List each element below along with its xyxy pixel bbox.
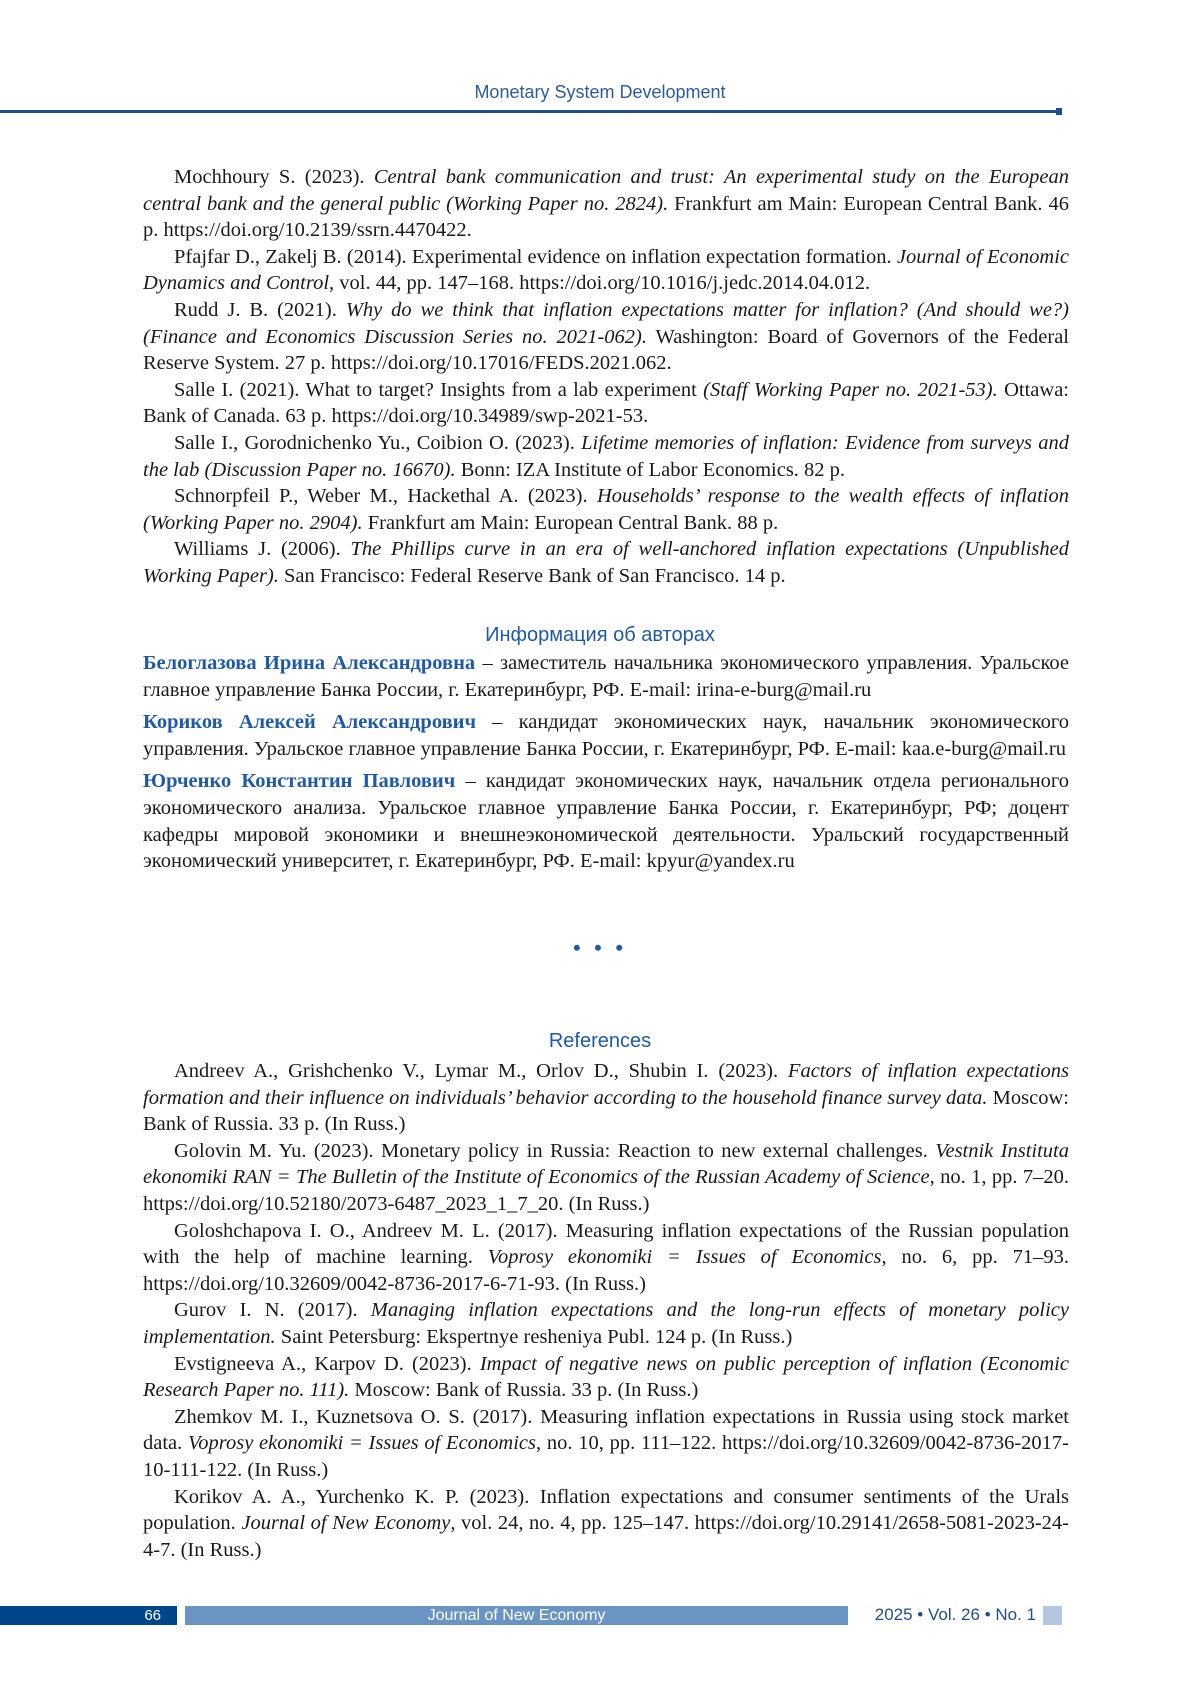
authors-heading: Информация об авторах [0, 624, 1200, 647]
reference-text: Williams J. (2006). [174, 538, 350, 560]
reference-title: Voprosy ekonomiki = Issues of Economics [488, 1246, 882, 1268]
author-name: Белоглазова Ирина Александровна [143, 652, 475, 674]
reference-text: Frankfurt am Main: European Central Bank. 88 p. [363, 512, 779, 534]
reference-list [143, 1058, 1069, 1563]
author-entry [143, 709, 1069, 762]
reference-text: , no. 6, pp. 71–93. https://doi.org/10.32609/0042-8736-2017-6-71-93. (In Russ.) [143, 1246, 1069, 1295]
reference-entry [143, 1058, 1069, 1138]
page-number: 66 [0, 1606, 177, 1625]
reference-text: Salle I., Gorodnichenko Yu., Coibion O. (2023). [174, 432, 581, 454]
reference-title: Impact of negative news on public perception of inflation (Economic Research Paper no. 111). [143, 1353, 1069, 1402]
reference-text: Mochhoury S. (2023). [174, 166, 374, 188]
reference-text: Golovin M. Yu. (2023). Monetary policy in Russia: Reaction to new external challenges. [174, 1140, 935, 1162]
reference-title: Managing inflation expectations and the long-run effects of monetary policy implementation. [143, 1299, 1069, 1348]
reference-entry [143, 483, 1069, 536]
reference-entry [143, 1218, 1069, 1298]
reference-entry [143, 1351, 1069, 1404]
running-header-title: Monetary System Development [0, 82, 1200, 103]
reference-text: Schnorpfeil P., Weber M., Hackethal A. (2023). [174, 485, 597, 507]
author-description: – кандидат экономических наук, начальник отдела регионального экономического анализа. Уральское главное управление Банка России, г. Екатеринбург, РФ; доцент кафедры мировой экономики и внешнеэкономической деятельности. Уральский государственный экономический университет, г. Екатеринбург, РФ. E-mail: kpyur@yandex.ru [143, 770, 1069, 872]
reference-entry [143, 430, 1069, 483]
reference-title: Lifetime memories of inflation: Evidence from surveys and the lab (Discussion Paper no. 16670). [143, 432, 1069, 481]
reference-text: Frankfurt am Main: European Central Bank. 46 p. https://doi.org/10.2139/ssrn.4470422. [143, 193, 1069, 242]
reference-text: Pfajfar D., Zakelj B. (2014). Experimental evidence on inflation expectation formation. [174, 246, 897, 268]
reference-title: Voprosy ekonomiki = Issues of Economics [188, 1432, 536, 1454]
reference-text: , vol. 44, pp. 147–168. https://doi.org/10.1016/j.jedc.2014.04.012. [329, 272, 870, 294]
journal-name: Journal of New Economy [185, 1606, 848, 1625]
reference-text: Ottawa: Bank of Canada. 63 p. https://doi.org/10.34989/swp-2021-53. [143, 379, 1069, 428]
reference-entry [143, 1484, 1069, 1564]
reference-text: Salle I. (2021). What to target? Insights from a lab experiment [174, 379, 703, 401]
reference-entry [143, 164, 1069, 244]
reference-text: San Francisco: Federal Reserve Bank of San Francisco. 14 p. [279, 565, 786, 587]
author-description: – кандидат экономических наук, начальник экономического управления. Уральское главное управление Банка России, г. Екатеринбург, РФ. E-mail: kaa.e-burg@mail.ru [143, 711, 1069, 760]
authors-info [143, 650, 1069, 881]
author-name: Кориков Алексей Александрович [143, 711, 476, 733]
reference-title: (Staff Working Paper no. 2021-53). [703, 379, 998, 401]
reference-title: Factors of inflation expectations formation and their influence on individuals’ behavior according to the household finance survey data. [143, 1060, 1069, 1109]
reference-text: Zhemkov M. I., Kuznetsova O. S. (2017). Measuring inflation expectations in Russia using stock market data. [143, 1406, 1069, 1455]
reference-title: The Phillips curve in an era of well-anchored inflation expectations (Unpublished Working Paper). [143, 538, 1069, 587]
reference-text: Korikov A. A., Yurchenko K. P. (2023). Inflation expectations and consumer sentiments of the Urals population. [143, 1486, 1069, 1535]
reference-text: Bonn: IZA Institute of Labor Economics. 82 p. [456, 459, 845, 481]
reference-text: Andreev A., Grishchenko V., Lymar M., Orlov D., Shubin I. (2023). [174, 1060, 788, 1082]
reference-entry [143, 536, 1069, 589]
reference-text: Goloshchapova I. O., Andreev M. L. (2017). Measuring inflation expectations of the Russian population with the help of machine learning. [143, 1220, 1069, 1269]
author-entry [143, 650, 1069, 703]
reference-entry [143, 1404, 1069, 1484]
author-description: – заместитель начальника экономического управления. Уральское главное управление Банка России, г. Екатеринбург, РФ. E-mail: irina-e-burg@mail.ru [143, 652, 1069, 701]
reference-text: Evstigneeva A., Karpov D. (2023). [174, 1353, 480, 1375]
references-heading: References [0, 1030, 1200, 1053]
reference-text: Saint Petersburg: Ekspertnye resheniya Publ. 124 p. (In Russ.) [276, 1326, 793, 1348]
reference-text: , no. 1, pp. 7–20. https://doi.org/10.52180/2073-6487_2023_1_7_20. (In Russ.) [143, 1166, 1069, 1215]
reference-title: Why do we think that inflation expectations matter for inflation? (And should we?) (Finance and Economics Discussion Series no. 2021-062). [143, 299, 1069, 348]
header-divider [0, 110, 1058, 113]
footer-marker [1043, 1606, 1062, 1625]
section-separator: • • • [0, 935, 1200, 961]
reference-entry [143, 377, 1069, 430]
reference-text: , vol. 24, no. 4, pp. 125–147. https://doi.org/10.29141/2658-5081-2023-24-4-7. (In Russ.) [143, 1512, 1069, 1561]
reference-title: Journal of New Economy [241, 1512, 450, 1534]
reference-text: Washington: Board of Governors of the Federal Reserve System. 27 p. https://doi.org/10.17016/FEDS.2021.062. [143, 326, 1069, 375]
reference-entry [143, 297, 1069, 377]
issue-info: 2025 • Vol. 26 • No. 1 [858, 1604, 1036, 1626]
reference-entry [143, 1138, 1069, 1218]
reference-text: Gurov I. N. (2017). [174, 1299, 371, 1321]
author-name: Юрченко Константин Павлович [143, 770, 455, 792]
reference-title: Vestnik Instituta ekonomiki RAN = The Bulletin of the Institute of Economics of the Russian Academy of Science [143, 1140, 1069, 1189]
reference-text: , no. 10, pp. 111–122. https://doi.org/10.32609/0042-8736-2017-10-111-122. (In Russ.) [143, 1432, 1069, 1481]
reference-text: Moscow: Bank of Russia. 33 p. (In Russ.) [349, 1379, 698, 1401]
reference-list-continued [143, 164, 1069, 590]
reference-entry [143, 1297, 1069, 1350]
reference-text: Rudd J. B. (2021). [174, 299, 346, 321]
reference-title: Households’ response to the wealth effects of inflation (Working Paper no. 2904). [143, 485, 1069, 534]
reference-text: Moscow: Bank of Russia. 33 p. (In Russ.) [143, 1087, 1069, 1136]
header-divider-marker [1056, 108, 1062, 115]
reference-title: Central bank communication and trust: An experimental study on the European central bank and the general public (Working Paper no. 2824). [143, 166, 1069, 215]
reference-entry [143, 244, 1069, 297]
reference-title: Journal of Economic Dynamics and Control [143, 246, 1069, 295]
author-entry [143, 768, 1069, 874]
